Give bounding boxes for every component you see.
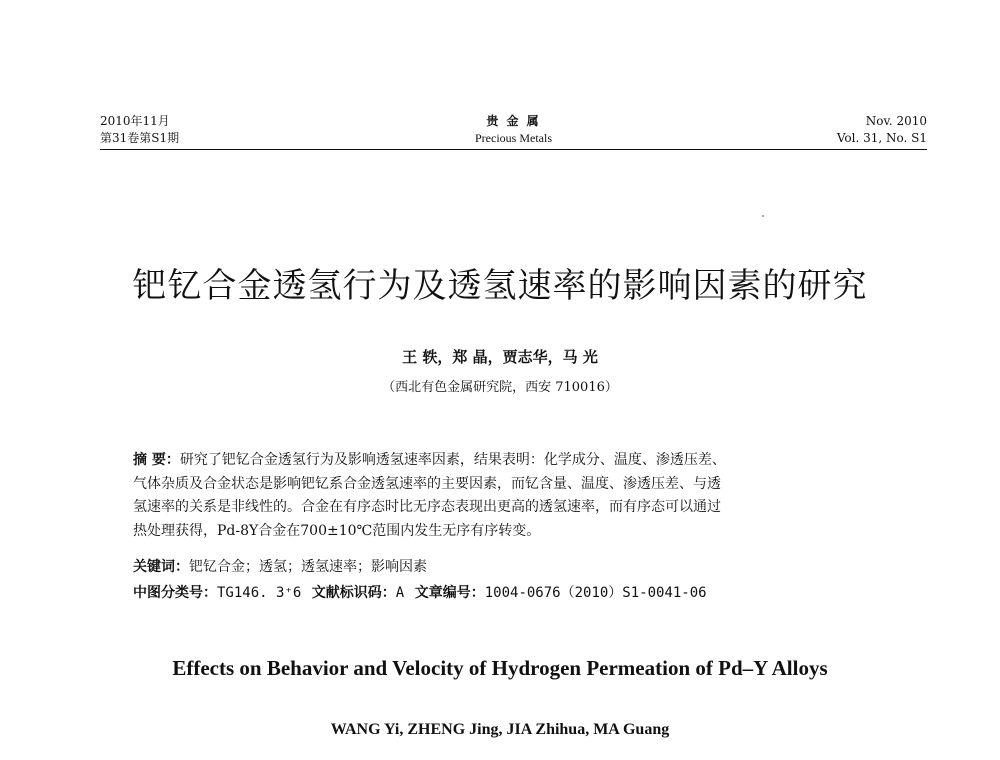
header-volume-cn: 第31卷第S1期: [100, 131, 180, 145]
keywords-label: 关键词：: [133, 559, 189, 575]
doc-code-value: A: [395, 585, 405, 601]
doc-code-label: 文献标识码：: [311, 585, 396, 601]
authors-en: WANG Yi, ZHENG Jing, JIA Zhihua, MA Guang: [330, 721, 670, 738]
abstract-line: [133, 449, 898, 473]
keywords-line: [133, 557, 427, 578]
header-date-en: Nov. 2010: [865, 114, 927, 128]
keywords-value: 钯钇合金；透氢；透氢速率；影响因素: [189, 559, 427, 575]
scan-speck: [762, 215, 764, 217]
header-divider: [100, 149, 927, 150]
clc-value: TG146. 3⁺6: [217, 585, 302, 601]
journal-name-cn: 贵 金 属: [486, 114, 541, 128]
abstract-cn: [133, 449, 898, 543]
abstract-text: 研究了钯钇合金透氢行为及影响透氢速率因素，结果表明：化学成分、温度、渗透压差、: [179, 452, 726, 468]
abstract-line: 气体杂质及合金状态是影响钯钇系合金透氢速率的主要因素，而钇含量、温度、渗透压差、与透: [133, 475, 721, 492]
authors-cn: 王 轶，郑 晶，贾志华，马 光: [402, 348, 598, 366]
header-date-cn: 2010年11月: [100, 114, 170, 128]
abstract-line: 氢速率的关系是非线性的。合金在有序态时比无序态表现出更高的透氢速率，而有序态可以通过: [133, 499, 721, 515]
affiliation-cn: （西北有色金属研究院，西安 710016）: [382, 380, 618, 395]
header-journal-name: [100, 113, 927, 147]
clc-label: 中图分类号：: [133, 585, 217, 601]
classification-line: [133, 583, 707, 604]
abstract-line: 热处理获得，Pd-8Y合金在700±10℃范围内发生无序有序转变。: [133, 522, 541, 539]
journal-name-en: Precious Metals: [475, 131, 552, 145]
article-number-label: 文章编号：: [414, 585, 485, 601]
running-header: [100, 113, 927, 151]
article-title-en: Effects on Behavior and Velocity of Hydrogen Permeation of Pd–Y Alloys: [172, 656, 828, 680]
article-number-value: 1004-0676（2010）S1-0041-06: [484, 585, 707, 601]
article-title-cn: 钯钇合金透氢行为及透氢速率的影响因素的研究: [132, 266, 868, 306]
header-volume-en: Vol. 31, No. S1: [836, 131, 927, 145]
abstract-label: 摘 要：: [133, 452, 180, 468]
header-issue-date-en: [837, 113, 927, 147]
